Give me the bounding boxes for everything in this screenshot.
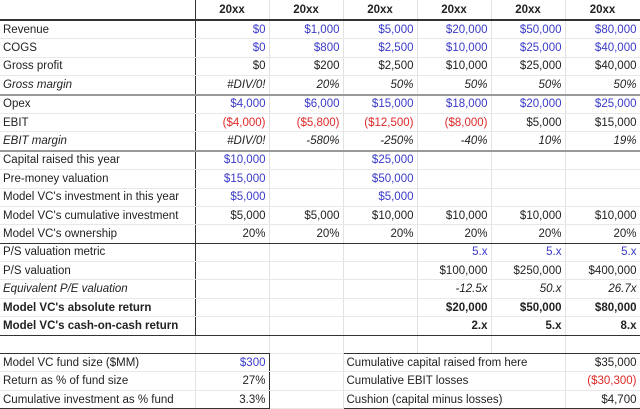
row-label-cell[interactable]: Model VC's cumulative investment	[0, 206, 195, 224]
row-label-cell[interactable]: Opex	[0, 95, 195, 114]
table-row	[0, 317, 640, 335]
value-cell[interactable]: 8.x	[565, 317, 640, 335]
empty-cell[interactable]	[565, 335, 640, 353]
summary-left-value[interactable]: 27%	[195, 372, 269, 390]
value-cell[interactable]: $0	[195, 20, 269, 39]
empty-cell[interactable]	[491, 335, 565, 353]
value-cell[interactable]: 5.x	[417, 243, 491, 261]
value-cell[interactable]: $1,000	[269, 20, 343, 39]
value-cell[interactable]	[417, 151, 491, 170]
value-cell[interactable]	[491, 170, 565, 188]
row-label-cell[interactable]: Model VC's absolute return	[0, 298, 195, 316]
value-cell[interactable]	[269, 298, 343, 316]
value-cell[interactable]	[565, 170, 640, 188]
summary-row	[0, 390, 640, 408]
summary-left-value[interactable]: $300	[195, 354, 269, 372]
value-cell[interactable]	[417, 170, 491, 188]
value-cell[interactable]: $25,000	[491, 39, 565, 57]
row-label-cell[interactable]: EBIT margin	[0, 132, 195, 151]
row-label-cell[interactable]: Model VC's investment in this year	[0, 188, 195, 206]
summary-left-value[interactable]: 3.3%	[195, 390, 269, 408]
value-cell[interactable]: $50,000	[491, 20, 565, 39]
value-cell[interactable]	[269, 262, 343, 280]
year-header-row	[0, 0, 640, 20]
row-label-cell[interactable]: Equivalent P/E valuation	[0, 280, 195, 298]
table-row	[0, 113, 640, 131]
value-cell[interactable]: $0	[195, 39, 269, 57]
value-cell[interactable]: 5.x	[491, 317, 565, 335]
value-cell[interactable]: $5,000	[195, 188, 269, 206]
table-row	[0, 76, 640, 95]
year-header-cell[interactable]: 20xx	[491, 0, 565, 20]
value-cell[interactable]: 10%	[491, 132, 565, 151]
empty-cell[interactable]	[269, 372, 343, 390]
value-cell[interactable]: $40,000	[565, 57, 640, 75]
table-row	[0, 132, 640, 151]
value-cell[interactable]	[565, 188, 640, 206]
value-cell[interactable]	[195, 317, 269, 335]
value-cell[interactable]: 26.7x	[565, 280, 640, 298]
value-cell[interactable]	[343, 243, 417, 261]
year-header-cell[interactable]: 20xx	[343, 0, 417, 20]
summary-left-label[interactable]: Cumulative investment as % fund	[0, 390, 195, 408]
table-row	[0, 188, 640, 206]
value-cell[interactable]	[343, 298, 417, 316]
value-cell[interactable]	[491, 151, 565, 170]
value-cell[interactable]: $10,000	[417, 57, 491, 75]
row-label-cell[interactable]: Pre-money valuation	[0, 170, 195, 188]
table-row	[0, 243, 640, 261]
value-cell[interactable]	[565, 151, 640, 170]
row-label-cell[interactable]: P/S valuation	[0, 262, 195, 280]
value-cell[interactable]: $5,000	[343, 20, 417, 39]
value-cell[interactable]: 20%	[343, 225, 417, 243]
value-cell[interactable]: ($8,000)	[417, 113, 491, 131]
value-cell[interactable]: 20%	[269, 76, 343, 95]
row-label-cell[interactable]: Model VC's ownership	[0, 225, 195, 243]
empty-cell[interactable]	[195, 335, 269, 353]
row-label-cell[interactable]: Gross profit	[0, 57, 195, 75]
value-cell[interactable]: 50%	[565, 76, 640, 95]
row-label-cell[interactable]: Revenue	[0, 20, 195, 39]
value-cell[interactable]	[343, 280, 417, 298]
empty-cell[interactable]	[269, 390, 343, 408]
value-cell[interactable]: ($4,000)	[195, 113, 269, 131]
value-cell[interactable]: $20,000	[417, 298, 491, 316]
summary-row	[0, 354, 640, 372]
value-cell[interactable]: $250,000	[491, 262, 565, 280]
value-cell[interactable]: 20%	[417, 225, 491, 243]
value-cell[interactable]: $10,000	[343, 206, 417, 224]
empty-cell[interactable]	[269, 354, 343, 372]
value-cell[interactable]: $0	[195, 57, 269, 75]
empty-cell[interactable]	[269, 335, 343, 353]
summary-right-value[interactable]: $4,700	[565, 390, 640, 408]
value-cell[interactable]	[195, 280, 269, 298]
table-row	[0, 280, 640, 298]
value-cell[interactable]: $10,000	[491, 206, 565, 224]
summary-left-label[interactable]: Model VC fund size ($MM)	[0, 354, 195, 372]
value-cell[interactable]: $100,000	[417, 262, 491, 280]
value-cell[interactable]: $25,000	[343, 151, 417, 170]
value-cell[interactable]: $25,000	[491, 57, 565, 75]
value-cell[interactable]: $18,000	[417, 95, 491, 114]
row-label-cell[interactable]: P/S valuation metric	[0, 243, 195, 261]
row-label-cell[interactable]: COGS	[0, 39, 195, 57]
value-cell[interactable]: $20,000	[491, 95, 565, 114]
value-cell[interactable]: 5.x	[491, 243, 565, 261]
empty-cell[interactable]	[343, 335, 417, 353]
value-cell[interactable]: $50,000	[491, 298, 565, 316]
value-cell[interactable]	[195, 298, 269, 316]
value-cell[interactable]: 20%	[269, 225, 343, 243]
value-cell[interactable]: $10,000	[195, 151, 269, 170]
value-cell[interactable]: $15,000	[343, 95, 417, 114]
summary-right-value[interactable]: $35,000	[565, 354, 640, 372]
year-header-cell[interactable]: 20xx	[417, 0, 491, 20]
value-cell[interactable]	[195, 262, 269, 280]
value-cell[interactable]	[269, 317, 343, 335]
value-cell[interactable]	[269, 188, 343, 206]
value-cell[interactable]: $50,000	[343, 170, 417, 188]
value-cell[interactable]	[491, 188, 565, 206]
summary-right-label[interactable]: Cushion (capital minus losses)	[343, 390, 565, 408]
table-row	[0, 206, 640, 224]
value-cell[interactable]: $6,000	[269, 95, 343, 114]
table-row	[0, 57, 640, 75]
value-cell[interactable]: $10,000	[417, 39, 491, 57]
table-row	[0, 39, 640, 57]
table-row	[0, 262, 640, 280]
value-cell[interactable]: $25,000	[565, 95, 640, 114]
value-cell[interactable]: -40%	[417, 132, 491, 151]
empty-cell[interactable]	[0, 335, 195, 353]
value-cell[interactable]: ($12,500)	[343, 113, 417, 131]
value-cell[interactable]: #DIV/0!	[195, 76, 269, 95]
value-cell[interactable]: $2,500	[343, 39, 417, 57]
row-label-cell[interactable]: Capital raised this year	[0, 151, 195, 170]
value-cell[interactable]	[269, 170, 343, 188]
value-cell[interactable]	[269, 151, 343, 170]
value-cell[interactable]: #DIV/0!	[195, 132, 269, 151]
value-cell[interactable]: $5,000	[343, 188, 417, 206]
value-cell[interactable]: 20%	[491, 225, 565, 243]
value-cell[interactable]: $800	[269, 39, 343, 57]
value-cell[interactable]	[343, 262, 417, 280]
value-cell[interactable]: $4,000	[195, 95, 269, 114]
value-cell[interactable]: $80,000	[565, 298, 640, 316]
blank-row	[0, 335, 640, 353]
year-header-cell[interactable]: 20xx	[269, 0, 343, 20]
header-corner-cell[interactable]	[0, 0, 195, 20]
value-cell[interactable]: -580%	[269, 132, 343, 151]
summary-right-label[interactable]: Cumulative EBIT losses	[343, 372, 565, 390]
value-cell[interactable]: 50%	[491, 76, 565, 95]
summary-right-value[interactable]: ($30,300)	[565, 372, 640, 390]
row-label-cell[interactable]: EBIT	[0, 113, 195, 131]
value-cell[interactable]: $15,000	[195, 170, 269, 188]
value-cell[interactable]: $20,000	[417, 20, 491, 39]
row-label-cell[interactable]: Model VC's cash-on-cash return	[0, 317, 195, 335]
value-cell[interactable]: $2,500	[343, 57, 417, 75]
value-cell[interactable]: 5.x	[565, 243, 640, 261]
value-cell[interactable]: $400,000	[565, 262, 640, 280]
table-row	[0, 20, 640, 39]
value-cell[interactable]: $80,000	[565, 20, 640, 39]
table-row	[0, 170, 640, 188]
value-cell[interactable]: $15,000	[565, 113, 640, 131]
value-cell[interactable]: 20%	[565, 225, 640, 243]
value-cell[interactable]: 50.x	[491, 280, 565, 298]
summary-row	[0, 372, 640, 390]
table-row	[0, 298, 640, 316]
table-row	[0, 151, 640, 170]
value-cell[interactable]	[343, 317, 417, 335]
value-cell[interactable]: 50%	[343, 76, 417, 95]
value-cell[interactable]	[417, 188, 491, 206]
value-cell[interactable]: $40,000	[565, 39, 640, 57]
value-cell[interactable]: 50%	[417, 76, 491, 95]
value-cell[interactable]: $5,000	[491, 113, 565, 131]
row-label-cell[interactable]: Gross margin	[0, 76, 195, 95]
empty-cell[interactable]	[417, 335, 491, 353]
value-cell[interactable]	[269, 243, 343, 261]
value-cell[interactable]: 20%	[195, 225, 269, 243]
value-cell[interactable]	[195, 243, 269, 261]
table-row	[0, 95, 640, 114]
summary-right-label[interactable]: Cumulative capital raised from here	[343, 354, 565, 372]
year-header-cell[interactable]: 20xx	[195, 0, 269, 20]
value-cell[interactable]: $5,000	[195, 206, 269, 224]
value-cell[interactable]: $200	[269, 57, 343, 75]
value-cell[interactable]: 19%	[565, 132, 640, 151]
value-cell[interactable]: $10,000	[565, 206, 640, 224]
value-cell[interactable]	[269, 280, 343, 298]
value-cell[interactable]: $10,000	[417, 206, 491, 224]
value-cell[interactable]: $5,000	[269, 206, 343, 224]
summary-left-label[interactable]: Return as % of fund size	[0, 372, 195, 390]
value-cell[interactable]: -250%	[343, 132, 417, 151]
table-row	[0, 225, 640, 243]
year-header-cell[interactable]: 20xx	[565, 0, 640, 20]
value-cell[interactable]: 2.x	[417, 317, 491, 335]
value-cell[interactable]: -12.5x	[417, 280, 491, 298]
value-cell[interactable]: ($5,800)	[269, 113, 343, 131]
